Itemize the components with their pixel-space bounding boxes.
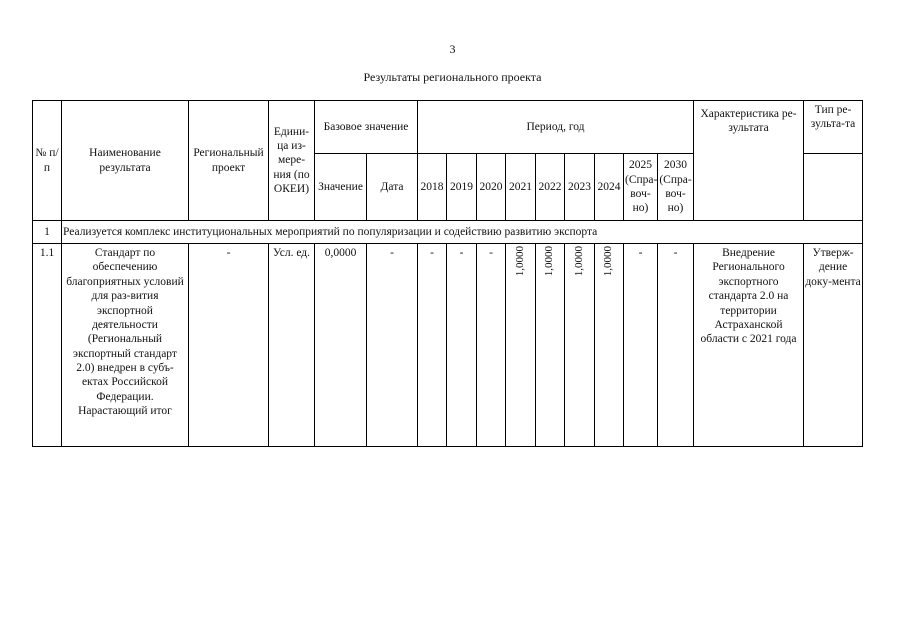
- row-year-2022: 1,0000: [543, 246, 556, 277]
- row-year-2020: -: [477, 244, 506, 447]
- header-year-2030: 2030 (Спра-воч-но): [658, 154, 694, 221]
- header-base-date: Дата: [367, 154, 418, 221]
- row-year-2018: -: [418, 244, 447, 447]
- row-year-2022-cell: [536, 244, 565, 447]
- header-unit: Едини-ца из-мере-ния (по ОКЕИ): [269, 101, 315, 221]
- row-base-value: 0,0000: [315, 244, 367, 447]
- section-row: [33, 221, 863, 244]
- section-num: 1: [33, 221, 62, 244]
- page-title: Результаты регионального проекта: [363, 70, 542, 84]
- header-type-empty: [804, 154, 863, 221]
- row-project: -: [189, 244, 269, 447]
- header-year-2022: 2022: [536, 154, 565, 221]
- header-year-2020: 2020: [477, 154, 506, 221]
- header-year-2023: 2023: [565, 154, 595, 221]
- row-unit: Усл. ед.: [269, 244, 315, 447]
- header-year-2025: 2025 (Спра-воч-но): [624, 154, 658, 221]
- header-year-2019: 2019: [447, 154, 477, 221]
- results-table: [32, 100, 863, 447]
- row-year-2025: -: [624, 244, 658, 447]
- header-row-1: [33, 101, 863, 154]
- row-year-2023: 1,0000: [572, 246, 585, 277]
- header-type: Тип ре-зульта-та: [804, 101, 863, 154]
- row-type: Утверж-дение доку-мента: [804, 244, 863, 447]
- header-num: № п/п: [33, 101, 62, 221]
- row-year-2024: 1,0000: [602, 246, 615, 277]
- row-name: Стандарт по обеспечению благоприятных условий для раз-вития экспортной деятельности (Региональный экспортный стандарт 2.0) внедрен в субъ-ектах Российской Федерации. Нарастающий итог: [62, 244, 189, 447]
- row-num: 1.1: [33, 244, 62, 447]
- header-base-value: Значение: [315, 154, 367, 221]
- section-title: Реализуется комплекс институциональных мероприятий по популяризации и содействию развитию экспорта: [62, 221, 863, 244]
- page-number: 3: [449, 42, 456, 56]
- header-characteristic: Характеристика ре-зультата: [694, 101, 804, 221]
- row-year-2021: 1,0000: [513, 246, 526, 277]
- row-year-2021-cell: [506, 244, 536, 447]
- table-row: [33, 244, 863, 447]
- row-year-2024-cell: [595, 244, 624, 447]
- header-year-2021: 2021: [506, 154, 536, 221]
- row-year-2030: -: [658, 244, 694, 447]
- row-base-date: -: [367, 244, 418, 447]
- row-characteristic: Внедрение Регионального экспортного стандарта 2.0 на территории Астраханской области с 2021 года: [694, 244, 804, 447]
- header-base: Базовое значение: [315, 101, 418, 154]
- row-year-2019: -: [447, 244, 477, 447]
- header-year-2018: 2018: [418, 154, 447, 221]
- header-period: Период, год: [418, 101, 694, 154]
- header-year-2024: 2024: [595, 154, 624, 221]
- row-year-2023-cell: [565, 244, 595, 447]
- header-project: Региональный проект: [189, 101, 269, 221]
- header-name: Наименование результата: [62, 101, 189, 221]
